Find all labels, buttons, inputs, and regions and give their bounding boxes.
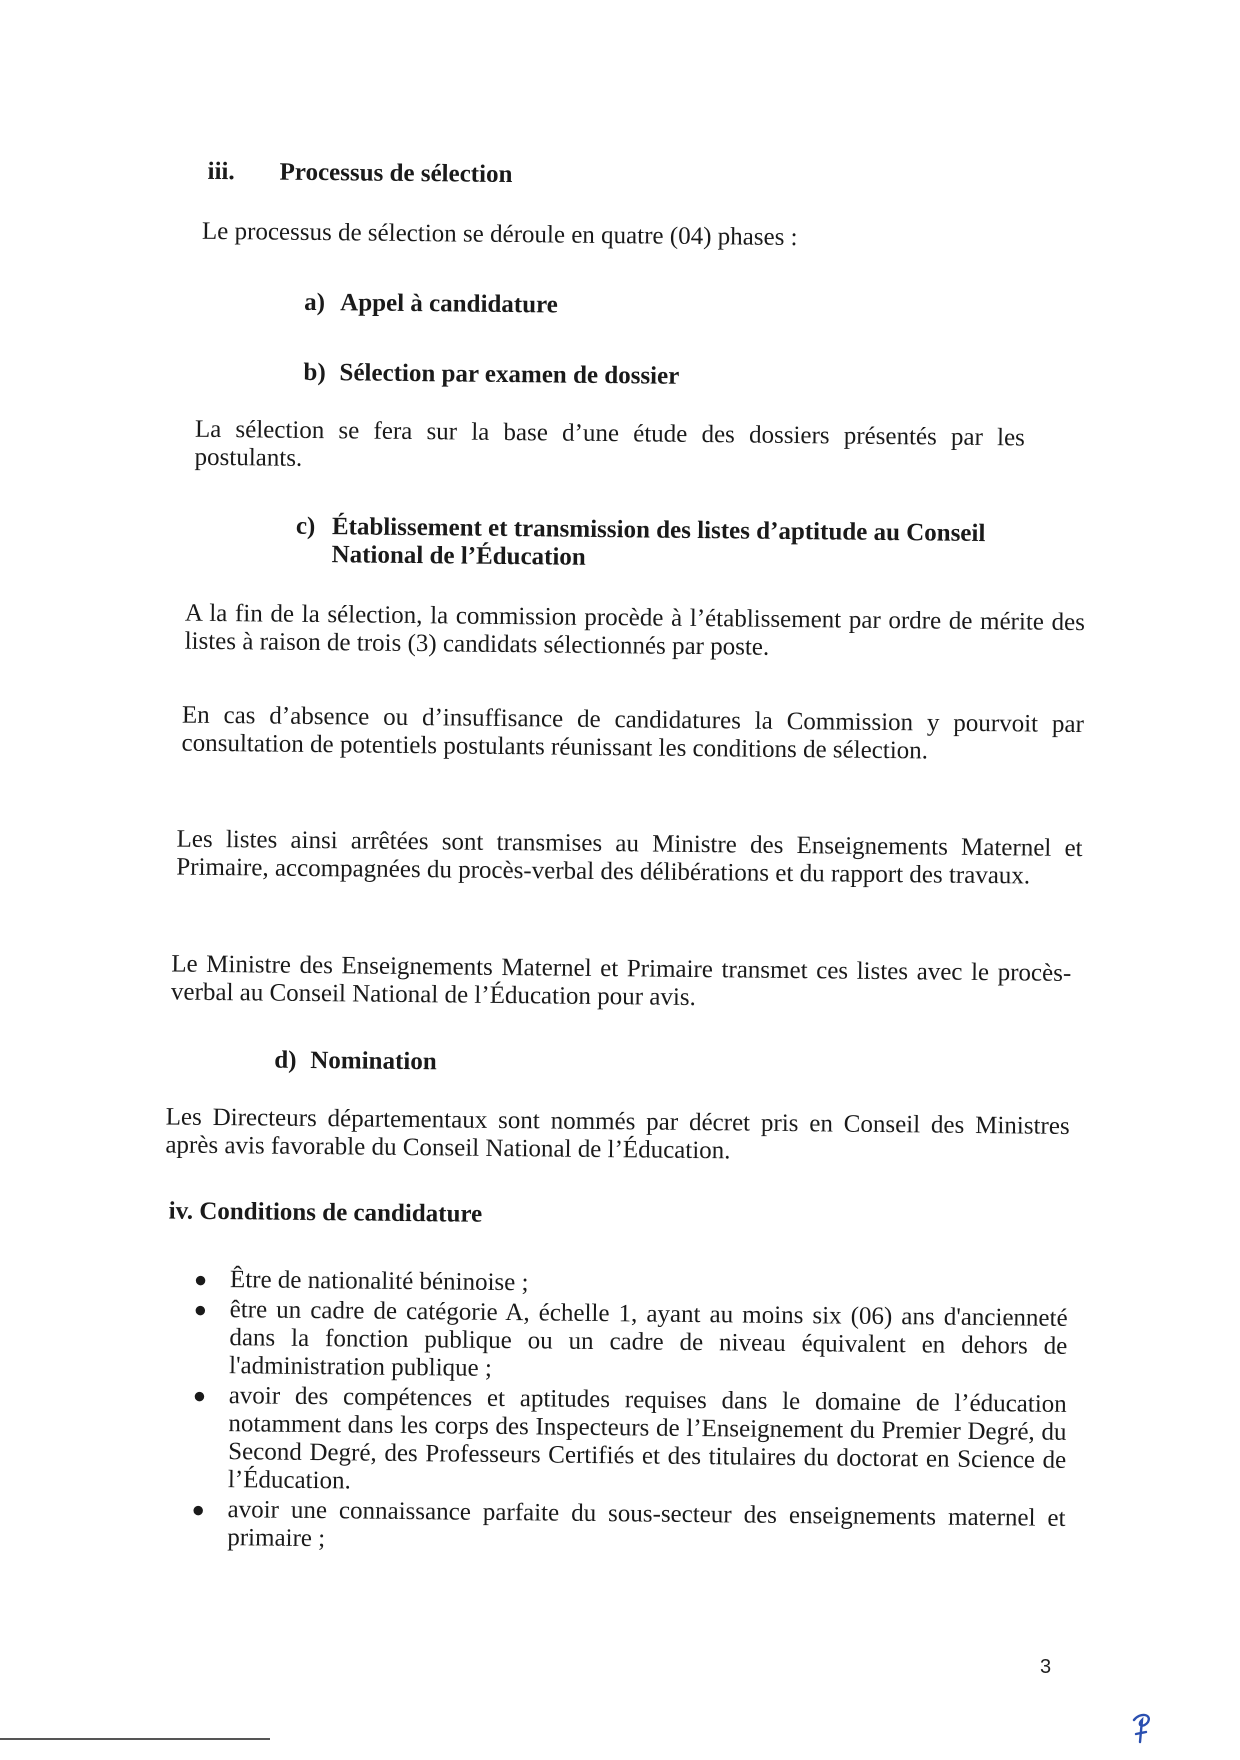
phase-c-paragraph-2: En cas d’absence ou d’insuffisance de candidatures la Commission y pourvoit par consultation de potentiels postulants réunissant les conditions de sélection.: [181, 701, 1085, 765]
page-edge-line: [0, 1738, 270, 1740]
bullet-icon: ●: [193, 1266, 208, 1292]
list-item-text: avoir une connaissance parfaite du sous-secteur des enseignements maternel et primaire ;: [227, 1496, 1066, 1553]
page-number: 3: [1040, 1656, 1052, 1678]
phase-b-letter: b): [303, 358, 326, 387]
section-iv-heading: iv. Conditions de candidature: [168, 1197, 483, 1228]
section-iii-number: iii.: [207, 157, 235, 186]
list-item-text: Être de nationalité béninoise ;: [229, 1266, 529, 1297]
phase-c-letter: c): [295, 512, 316, 540]
list-item-text: avoir des compétences et aptitudes requises dans le domaine de l’éducation notamment dans les corps des Inspecteurs de l’Enseignement du Premier Degré, du Second Degré, des Professeurs Certifiés et des titulaires du doctorat en Science de l’Éducation.: [227, 1382, 1067, 1495]
bullet-icon: ●: [191, 1496, 206, 1522]
conditions-list: [191, 1266, 1068, 1563]
phase-c-paragraph-3: Les listes ainsi arrêtées sont transmises au Ministre des Enseignements Maternel et Primaire, accompagnées du procès-verbal des délibérations et du rapport des travaux.: [176, 825, 1083, 890]
list-item: [192, 1382, 1067, 1503]
phase-c-heading: [295, 513, 1076, 577]
phase-d-title: Nomination: [310, 1046, 437, 1076]
phase-b-heading: [303, 359, 903, 393]
section-iii-heading: [207, 158, 807, 192]
phase-a-title: Appel à candidature: [340, 289, 559, 319]
signature-initials-icon: [1122, 1708, 1162, 1748]
section-iii-intro: Le processus de sélection se déroule en quatre (04) phases :: [201, 217, 798, 252]
phase-c-title: Établissement et transmission des listes d’aptitude au Conseil National de l’Éducation: [331, 513, 986, 571]
list-item-text: être un cadre de catégorie A, échelle 1, ayant au moins six (06) ans d'ancienneté dans la fonction publique ou un cadre de niveau équivalent en dehors de l'administration publique ;: [228, 1296, 1068, 1382]
phase-d-letter: d): [274, 1046, 297, 1074]
section-iii-title: Processus de sélection: [279, 158, 513, 189]
phase-d-paragraph: Les Directeurs départementaux sont nommés par décret pris en Conseil des Ministres après avis favorable du Conseil National de l’Éducation.: [165, 1103, 1070, 1165]
phase-d-heading: [274, 1047, 874, 1081]
phase-b-paragraph: La sélection se fera sur la base d’une étude des dossiers présentés par les postulants.: [194, 415, 1026, 472]
phase-c-paragraph-4: Le Ministre des Enseignements Maternel et Primaire transmet ces listes avec le procès-verbal au Conseil National de l’Éducation pour avis.: [170, 950, 1072, 1012]
phase-b-title: Sélection par examen de dossier: [339, 359, 680, 390]
bullet-icon: ●: [192, 1382, 207, 1408]
phase-a-letter: a): [304, 288, 326, 317]
phase-c-paragraph-1: A la fin de la sélection, la commission procède à l’établissement par ordre de mérite des listes à raison de trois (3) candidats sélectionnés par poste.: [184, 599, 1086, 661]
phase-a-heading: [304, 289, 904, 323]
bullet-icon: ●: [193, 1296, 208, 1322]
list-item: [193, 1296, 1068, 1389]
list-item: [191, 1496, 1066, 1561]
